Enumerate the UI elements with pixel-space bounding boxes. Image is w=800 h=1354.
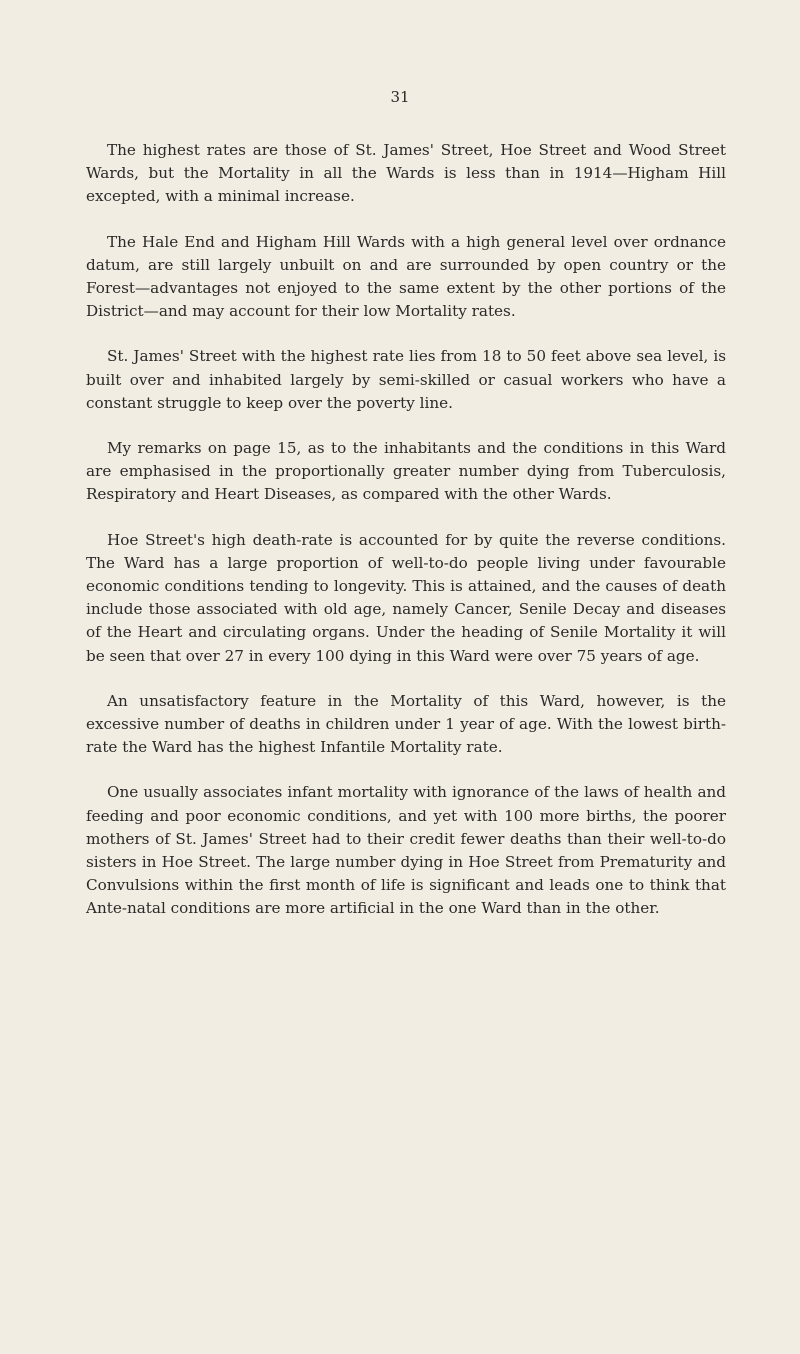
paragraph-highest-rates: The highest rates are those of St. James' Street, Hoe Street and Wood Street Wards, but the Mortality in all the Wards is less than in 1914—Higham Hill excepted, with a minimal increase. — [86, 141, 726, 206]
paragraph-hoe-street-death-rate: Hoe Street's high death-rate is accounted for by quite the reverse conditions. The Ward has a large proportion of well-to-do people living under favourable economic conditions tending to longevity. This is attained, and the causes of death include those associated with old age, namely Cancer, Senile Decay and diseases of the Heart and circulating organs. Under the heading of Senile Mortality it will be seen that over 27 in every 100 dying in this Ward were over 75 years of age. — [86, 530, 726, 665]
paragraph-remarks-page-15: My remarks on page 15, as to the inhabitants and the conditions in this Ward are emphasised in the proportionally greater number dying from Tuberculosis, Respiratory and Heart Diseases, as compared with the other Wards. — [86, 439, 726, 504]
page-number: 31 — [390, 88, 410, 106]
paragraph-hale-end-higham-hill: The Hale End and Higham Hill Wards with a high general level over ordnance datum, are still largely unbuilt on and are surrounded by open country or the Forest—advantages not enjoyed to the same extent by the other portions of the District—and may account for their low Mortality rates. — [86, 232, 726, 321]
paragraph-st-james-street: St. James' Street with the highest rate lies from 18 to 50 feet above sea level, is built over and inhabited largely by semi-skilled or casual workers who have a constant struggle to keep over the poverty line. — [86, 347, 726, 412]
body-text — [86, 139, 726, 943]
paragraph-unsatisfactory-feature: An unsatisfactory feature in the Mortality of this Ward, however, is the excessive number of deaths in children under 1 year of age. With the lowest birth-rate the Ward has the highest Infantile Mortality rate. — [86, 691, 726, 757]
paragraph-infant-mortality: One usually associates infant mortality with ignorance of the laws of health and feeding and poor economic conditions, and yet with 100 more births, the poorer mothers of St. James' Street had to their credit fewer deaths than their well-to-do sisters in Hoe Street. The large number dying in Hoe Street from Prematurity and Convulsions within the first month of life is significant and leads one to think that Ante-natal conditions are more artificial in the one Ward than in the other. — [86, 783, 726, 918]
